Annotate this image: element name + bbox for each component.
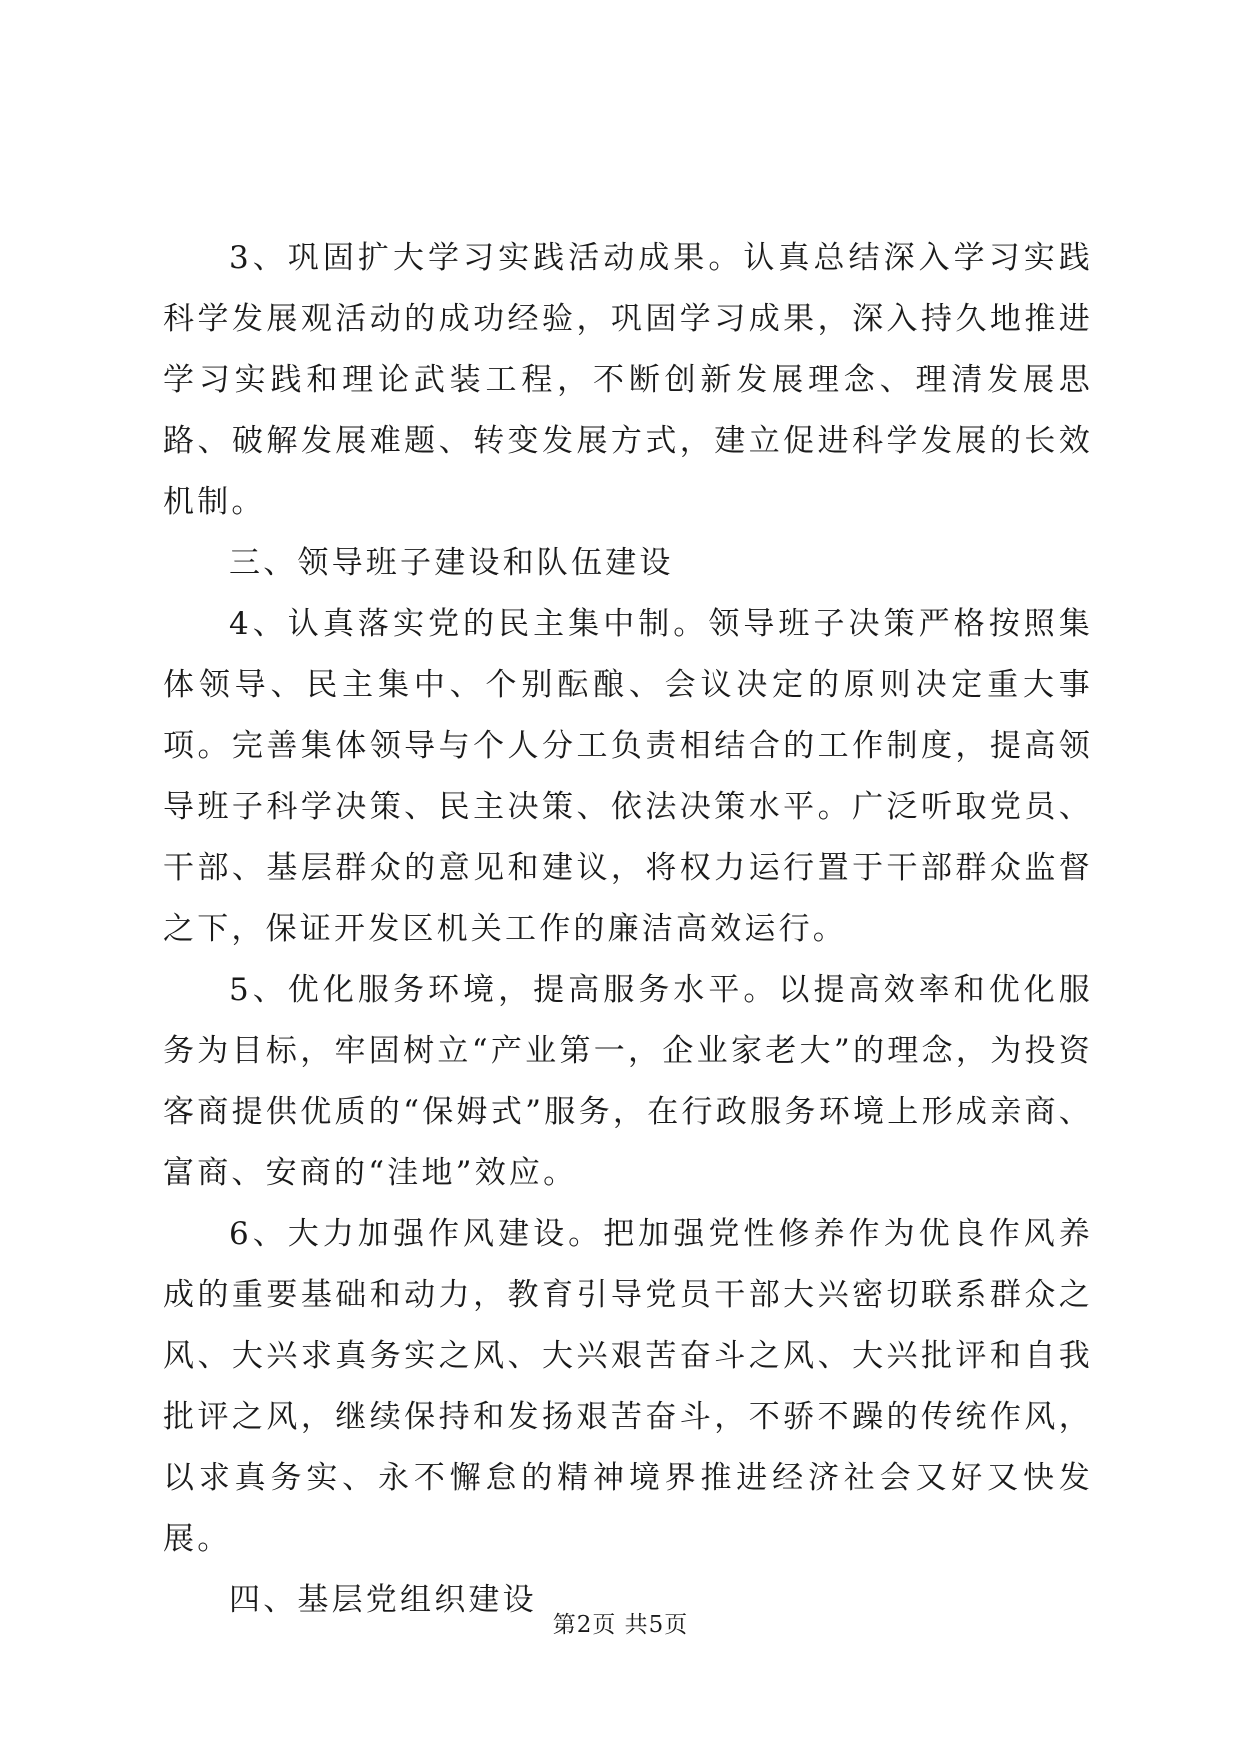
page-number-footer: 第2页 共5页 bbox=[552, 1612, 689, 1638]
section-heading-leadership: 三、领导班子建设和队伍建设 bbox=[229, 545, 674, 581]
section-heading-grassroots: 四、基层党组织建设 bbox=[229, 1582, 537, 1618]
paragraph-item-4: 4、认真落实党的民主集中制。领导班子决策严格按照集体领导、民主集中、个别酝酿、会议决定的原则决定重大事项。完善集体领导与个人分工负责相结合的工作制度，提高领导班子科学决策、民主决策、依法决策水平。广泛听取党员、干部、基层群众的意见和建议，将权力运行置于干部群众监督之下，保证开发区机关工作的廉洁高效运行。 bbox=[163, 606, 1093, 947]
paragraph-item-3: 3、巩固扩大学习实践活动成果。认真总结深入学习实践科学发展观活动的成功经验，巩固学习成果，深入持久地推进学习实践和理论武装工程，不断创新发展理念、理清发展思路、破解发展难题、转变发展方式，建立促进科学发展的长效机制。 bbox=[163, 240, 1093, 520]
paragraph-item-5: 5、优化服务环境，提高服务水平。以提高效率和优化服务为目标，牢固树立“产业第一，企业家老大”的理念，为投资客商提供优质的“保姆式”服务，在行政服务环境上形成亲商、富商、安商的“洼地”效应。 bbox=[163, 972, 1093, 1191]
paragraph-item-6: 6、大力加强作风建设。把加强党性修养作为优良作风养成的重要基础和动力，教育引导党员干部大兴密切联系群众之风、大兴求真务实之风、大兴艰苦奋斗之风、大兴批评和自我批评之风，继续保持和发扬艰苦奋斗，不骄不躁的传统作风，以求真务实、永不懈怠的精神境界推进经济社会又好又快发展。 bbox=[163, 1216, 1093, 1557]
document-body bbox=[163, 228, 1093, 1631]
